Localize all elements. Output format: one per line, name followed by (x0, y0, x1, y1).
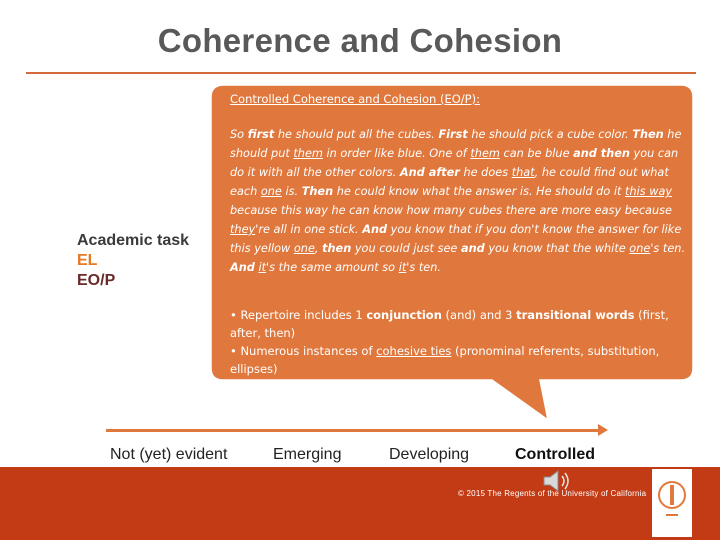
academic-task-label: Academic task (77, 232, 190, 249)
bullet1-segment: (first, after, then) (230, 308, 669, 340)
quote-segment: Then (301, 185, 334, 198)
level-not-yet-evident: Not (yet) evident (110, 446, 228, 463)
slide-title: Coherence and Cohesion (157, 22, 563, 59)
quote-segment: this way (625, 185, 673, 198)
bullet1-segment: conjunction (366, 308, 442, 322)
quote-segment: one (293, 242, 315, 255)
quote-segment: they (230, 223, 256, 236)
student-quote (230, 125, 686, 277)
quote-segment: he should put (230, 128, 682, 160)
level-developing: Developing (389, 446, 470, 463)
quote-segment: And after (399, 166, 460, 179)
quote-segment: 's ten. (406, 261, 441, 274)
progression-line (106, 429, 600, 432)
quote-segment: you know that the white (484, 242, 630, 255)
bullet-repertoire (230, 306, 680, 342)
quote-segment: , (314, 242, 323, 255)
quote-segment: then (322, 242, 352, 255)
quote-segment: 's the same amount so (266, 261, 399, 274)
quote-segment: So (230, 128, 248, 141)
quote-segment: he does (459, 166, 512, 179)
quote-segment: and (460, 242, 485, 255)
quote-segment: them (293, 147, 323, 160)
quote-segment: it (258, 261, 267, 274)
quote-segment: Then (632, 128, 664, 141)
quote-segment: one (629, 242, 651, 255)
copyright-text: © 2015 The Regents of the University of California (458, 489, 647, 498)
quote-segment: And (362, 223, 388, 236)
university-logo-icon (652, 469, 692, 537)
bullet1-segment: transitional words (516, 308, 635, 322)
bullet1-segment: (and) and 3 (441, 308, 517, 322)
quote-segment: can be blue (499, 147, 574, 160)
quote-segment: he should pick a cube color. (467, 128, 633, 141)
bullet2-segment: cohesive ties (376, 344, 452, 358)
quote-segment: them (470, 147, 500, 160)
quote-segment: he should put all the cubes. (274, 128, 439, 141)
callout-bullets (230, 306, 680, 378)
quote-segment: you can do it with all the other colors. (230, 147, 679, 179)
quote-segment: First (438, 128, 468, 141)
bullet-cohesive-ties (230, 342, 680, 378)
quote-segment: , he could find out what each (230, 166, 669, 198)
quote-segment: And (230, 261, 255, 274)
el-label: EL (77, 252, 98, 269)
quote-segment: you know that if you don't know the answer for like this yellow (230, 223, 682, 255)
quote-segment: that (511, 166, 535, 179)
quote-segment: is. (281, 185, 302, 198)
footer-bar (0, 467, 720, 540)
bullet1-segment: • Repertoire includes 1 (230, 308, 367, 322)
quote-segment: 're all in one stick. (255, 223, 363, 236)
quote-segment: and then (573, 147, 630, 160)
callout-heading: Controlled Coherence and Cohesion (EO/P): (230, 92, 480, 106)
quote-segment: because this way he can know how many cubes there are more easy because (230, 204, 672, 217)
quote-segment: it (398, 261, 407, 274)
level-emerging: Emerging (273, 446, 342, 463)
arrow-right-icon (598, 424, 608, 436)
callout-box (211, 85, 693, 380)
quote-segment: in order like blue. One of (322, 147, 471, 160)
quote-segment: one (260, 185, 282, 198)
quote-segment: 's ten. (650, 242, 686, 255)
quote-segment: you could just see (351, 242, 461, 255)
quote-segment: first (247, 128, 275, 141)
bullet2-segment: • Numerous instances of (230, 344, 377, 358)
quote-segment: he could know what the answer is. He should do it (333, 185, 626, 198)
level-controlled: Controlled (515, 446, 595, 463)
eop-label: EO/P (77, 272, 116, 289)
bullet2-segment: (pronominal referents, substitution, ellipses) (230, 344, 660, 376)
